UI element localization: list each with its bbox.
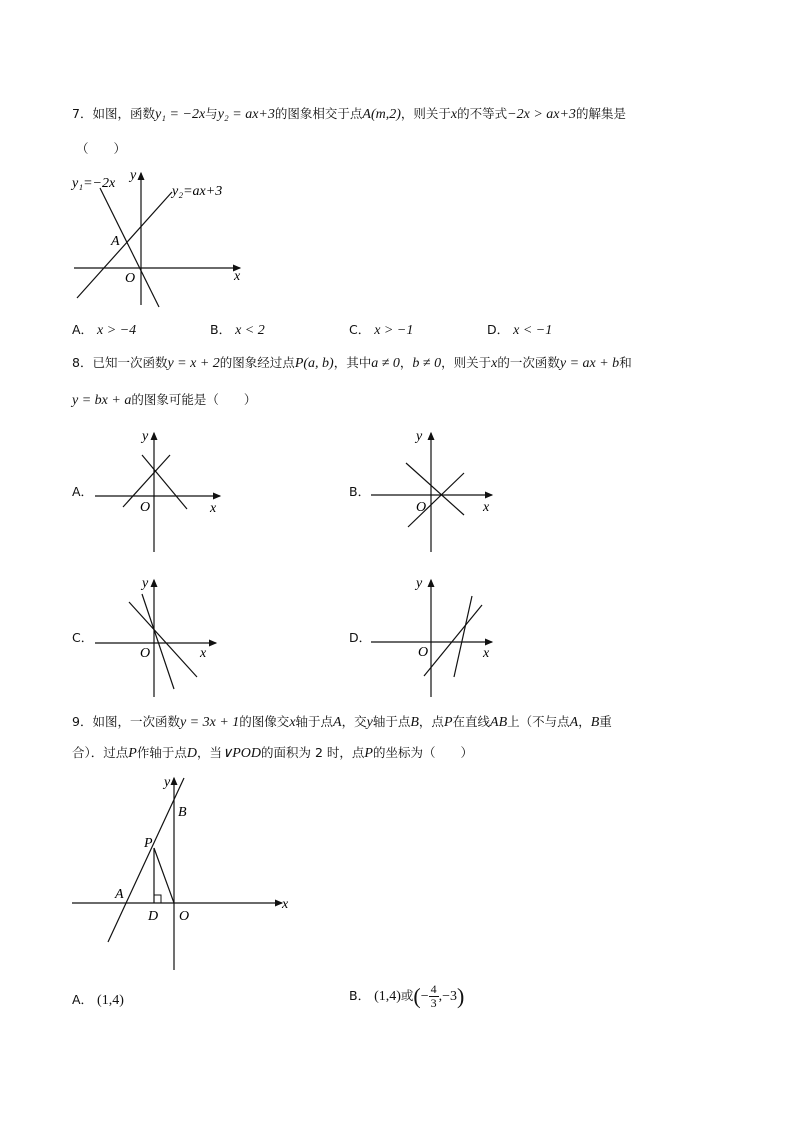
q8a-label-y: y (142, 429, 149, 444)
q8a-label-O: O (140, 500, 151, 515)
q8-option-d[interactable]: D． (349, 630, 372, 645)
q9-label-O: O (179, 909, 190, 924)
q7-graph (60, 165, 260, 315)
q9-stem-line1: 9．如图，一次函数y = 3x + 1的图像交x轴于点A，交y轴于点B，点P在直线AB上（不与点A，B重 (72, 714, 612, 730)
q7-option-c[interactable]: C． x > −1 (349, 322, 414, 338)
q9-label-A: A (115, 887, 124, 902)
q9-label-D: D (148, 909, 159, 924)
q9-label-B: B (178, 805, 187, 820)
q8-stem-line2: y = bx + a的图象可能是（ ） (72, 392, 257, 408)
q9-option-b[interactable]: B． (1,4)或(− $\frac{4}{3}$ ,−3) (349, 982, 465, 1010)
q8c-label-y: y (142, 576, 149, 591)
q7-option-a[interactable]: A． x > −4 (72, 322, 137, 338)
q7-label-y1: y₁=−2x (72, 176, 116, 191)
q8c-label-x: x (200, 646, 207, 661)
q7-label-A: A (111, 234, 120, 249)
q8d-label-O: O (418, 645, 429, 660)
q8c-line-2 (129, 602, 197, 677)
q8d-line-2 (424, 605, 482, 676)
q9-stem-line2: 合）．过点P作轴于点D，当∨POD的面积为 2 时，点P的坐标为（ ） (72, 745, 473, 761)
q7-stem-line1: 7．如图，函数y₁ = −2x与y₂ = ax+3的图象相交于点A(m,2)，则关于x的不等式−2x > ax+3的解集是 (72, 106, 626, 122)
q8-graph-a (90, 425, 230, 555)
q9-label-P: P (144, 836, 153, 851)
q8-stem-line1: 8．已知一次函数y = x + 2的图象经过点P(a, b)，其中a ≠ 0，b ≠ 0，则关于x的一次函数y = ax + b和 (72, 355, 632, 371)
q8-graph-b (368, 425, 508, 555)
q8-option-a[interactable]: A． (72, 484, 94, 499)
q8c-line-1 (142, 594, 174, 689)
q7-answer-paren: （ ） (76, 141, 127, 156)
q9-graph (60, 770, 300, 975)
q9-option-a[interactable]: A． (1,4) (72, 992, 124, 1008)
q9-b-fraction: $\frac{4}{3}$ (430, 982, 437, 1010)
q8-graph-d (368, 572, 508, 702)
q8b-label-x: x (483, 500, 490, 515)
q9-b-left-paren: ( (413, 983, 421, 1009)
q7-option-d[interactable]: D． x < −1 (487, 322, 553, 338)
q8-option-c[interactable]: C． (72, 630, 94, 645)
q8b-label-y: y (416, 429, 423, 444)
q7-label-x: x (234, 269, 241, 284)
q9-b-right-paren: ) (457, 983, 465, 1009)
q7-option-b[interactable]: B． x < 2 (210, 322, 265, 338)
q8d-label-x: x (483, 646, 490, 661)
q8d-label-y: y (416, 576, 423, 591)
q9-line-AB (108, 778, 184, 942)
q9-label-x: x (282, 897, 289, 912)
q8-graph-c (90, 572, 230, 702)
q7-line-y1 (100, 188, 159, 307)
q7-label-y2: y₂=ax+3 (172, 184, 223, 199)
q7-label-y: y (130, 168, 137, 183)
q8-option-b[interactable]: B． (349, 484, 371, 499)
q7-label-O: O (125, 271, 136, 286)
q9-label-y: y (164, 775, 171, 790)
q8b-label-O: O (416, 500, 427, 515)
q9-right-angle-mark (154, 895, 161, 903)
q8a-label-x: x (210, 501, 217, 516)
q8b-line-1 (406, 463, 464, 515)
q8c-label-O: O (140, 646, 151, 661)
